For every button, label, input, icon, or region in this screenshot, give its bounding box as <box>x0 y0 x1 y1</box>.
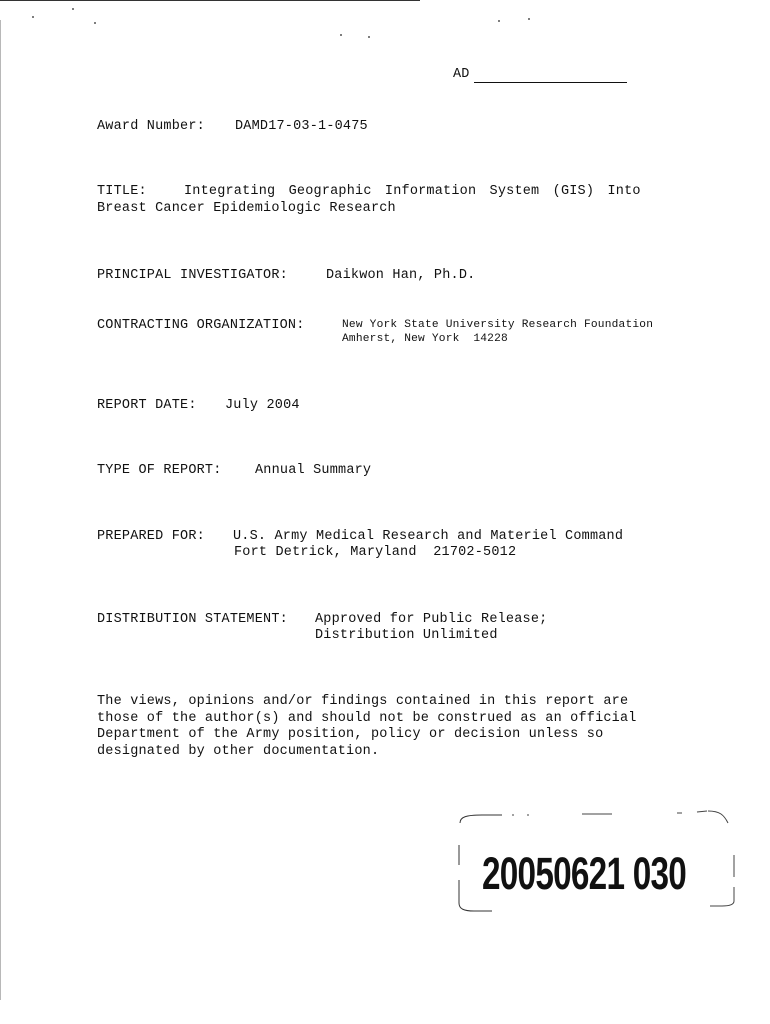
award-number-value: DAMD17-03-1-0475 <box>235 119 368 134</box>
title-line-1: Integrating Geographic Information System (GIS) Into <box>184 184 641 199</box>
accession-number: 20050621 030 <box>482 848 687 899</box>
report-date-value: July 2004 <box>225 398 300 413</box>
ad-field-line <box>474 82 627 83</box>
scan-speck <box>72 8 74 10</box>
prepared-for-line-2: Fort Detrick, Maryland 21702-5012 <box>234 545 517 560</box>
scan-speck <box>32 16 34 18</box>
report-type-label: TYPE OF REPORT: <box>97 463 222 478</box>
disclaimer-line-1: The views, opinions and/or findings contained in this report are <box>97 694 629 709</box>
distribution-line-1: Approved for Public Release; <box>315 612 548 627</box>
investigator-label: PRINCIPAL INVESTIGATOR: <box>97 268 288 283</box>
scan-top-edge <box>0 0 420 1</box>
ad-label: AD <box>453 67 470 82</box>
organization-line-2: Amherst, New York 14228 <box>342 333 508 345</box>
scan-speck <box>368 36 370 38</box>
disclaimer-line-3: Department of the Army position, policy or decision unless so <box>97 727 604 742</box>
scan-speck <box>94 22 96 24</box>
organization-label: CONTRACTING ORGANIZATION: <box>97 318 305 333</box>
disclaimer-line-2: those of the author(s) and should not be construed as an official <box>97 711 637 726</box>
report-date-label: REPORT DATE: <box>97 398 197 413</box>
scan-speck <box>498 20 500 22</box>
scan-left-edge <box>0 20 1 1000</box>
prepared-for-line-1: U.S. Army Medical Research and Materiel Command <box>233 529 624 544</box>
title-label: TITLE: <box>97 184 147 199</box>
organization-line-1: New York State University Research Foundation <box>342 319 654 331</box>
distribution-line-2: Distribution Unlimited <box>315 628 498 643</box>
scan-speck <box>528 18 530 20</box>
investigator-value: Daikwon Han, Ph.D. <box>326 268 476 283</box>
prepared-for-label: PREPARED FOR: <box>97 529 205 544</box>
title-line-2: Breast Cancer Epidemiologic Research <box>97 201 396 216</box>
distribution-label: DISTRIBUTION STATEMENT: <box>97 612 288 627</box>
award-number-label: Award Number: <box>97 119 205 134</box>
disclaimer-line-4: designated by other documentation. <box>97 744 380 759</box>
scan-speck <box>340 34 342 36</box>
report-type-value: Annual Summary <box>255 463 372 478</box>
